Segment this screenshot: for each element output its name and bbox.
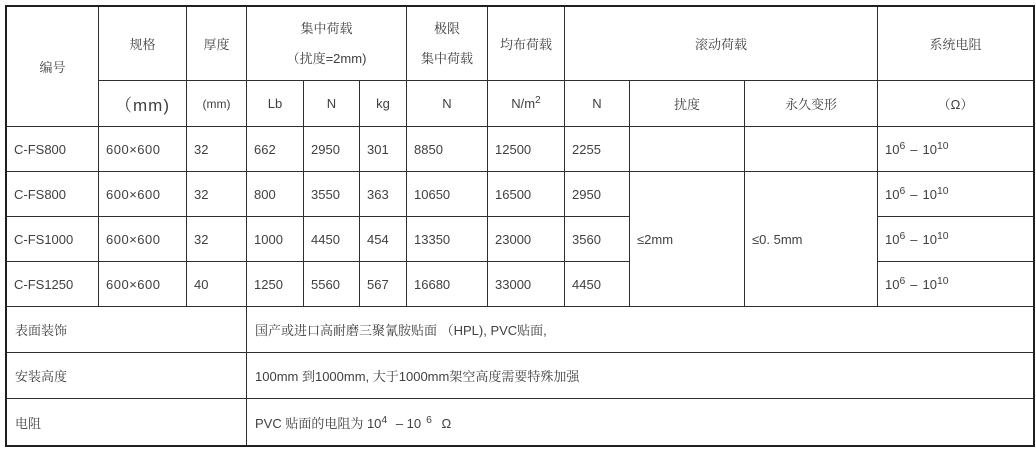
cell-kg: 567 bbox=[360, 262, 407, 307]
cell-rolling-n: 2255 bbox=[565, 127, 630, 172]
cell-resistance bbox=[878, 127, 1033, 172]
resistance-sup-high: 10 bbox=[936, 185, 949, 197]
cell-kg: 301 bbox=[360, 127, 407, 172]
cell-code: C-FS1250 bbox=[7, 262, 99, 307]
cell-thickness: 40 bbox=[187, 262, 247, 307]
cell-permanent-empty bbox=[745, 127, 878, 172]
resistance-base: 10 bbox=[885, 276, 900, 292]
table-row bbox=[7, 217, 1033, 262]
cell-lb: 1000 bbox=[247, 217, 304, 262]
cell-kg: 363 bbox=[360, 172, 407, 217]
header-code: 编号 bbox=[7, 7, 99, 127]
resistance-base: 10 bbox=[922, 186, 937, 202]
resistance-sup-low: 6 bbox=[899, 185, 906, 197]
header-ultimate-load-line1: 极限 bbox=[433, 20, 460, 36]
header-concentrated-load-title: 集中荷载 bbox=[300, 20, 353, 36]
resistance-sup-high: 10 bbox=[936, 140, 949, 152]
header-system-resistance: 系统电阻 bbox=[878, 7, 1033, 81]
resistance-sup-high: 10 bbox=[936, 275, 949, 287]
cell-n: 5560 bbox=[304, 262, 360, 307]
cell-uniform: 23000 bbox=[488, 217, 565, 262]
unit-ultimate-n: N bbox=[407, 81, 488, 127]
install-height-row bbox=[7, 353, 1033, 399]
resistance-value-mid: – 10 bbox=[395, 415, 422, 431]
surface-value: 国产或进口高耐磨三聚氰胺贴面 （HPL), PVC贴面, bbox=[247, 307, 1033, 353]
cell-thickness: 32 bbox=[187, 127, 247, 172]
cell-resistance bbox=[878, 262, 1033, 307]
resistance-sup-low: 6 bbox=[899, 275, 906, 287]
resistance-dash: – bbox=[910, 231, 918, 247]
unit-ohm: （Ω） bbox=[878, 81, 1033, 127]
surface-label: 表面装饰 bbox=[7, 307, 247, 353]
resistance-sup-low: 6 bbox=[899, 140, 906, 152]
unit-rolling-n: N bbox=[565, 81, 630, 127]
unit-uniform-sup: 2 bbox=[535, 95, 541, 107]
cell-spec: 600×600 bbox=[99, 127, 187, 172]
spec-table bbox=[5, 5, 1035, 447]
unit-spec-mm: （mm) bbox=[99, 81, 187, 127]
header-thickness: 厚度 bbox=[187, 7, 247, 81]
header-row-1 bbox=[7, 7, 1033, 81]
cell-spec: 600×600 bbox=[99, 172, 187, 217]
cell-uniform: 33000 bbox=[488, 262, 565, 307]
resistance-base: 10 bbox=[922, 231, 937, 247]
header-concentrated-load bbox=[247, 7, 407, 81]
unit-uniform-nm2 bbox=[488, 81, 565, 127]
cell-thickness: 32 bbox=[187, 217, 247, 262]
cell-rolling-n: 4450 bbox=[565, 262, 630, 307]
cell-deflection-empty bbox=[630, 127, 745, 172]
unit-uniform-base: N/m bbox=[511, 96, 536, 111]
surface-row bbox=[7, 307, 1033, 353]
resistance-sup-low: 6 bbox=[899, 230, 906, 242]
unit-kg: kg bbox=[360, 81, 407, 127]
cell-n: 4450 bbox=[304, 217, 360, 262]
resistance-value-prefix: PVC 贴面的电阻为 10 bbox=[255, 415, 382, 431]
unit-n: N bbox=[304, 81, 360, 127]
header-rolling-load: 滚动荷载 bbox=[565, 7, 878, 81]
cell-rolling-n: 3560 bbox=[565, 217, 630, 262]
resistance-base: 10 bbox=[922, 276, 937, 292]
resistance-value bbox=[247, 399, 1033, 445]
resistance-dash: – bbox=[910, 141, 918, 157]
cell-permanent-merged: ≤0. 5mm bbox=[745, 172, 878, 307]
header-concentrated-load-note: （扰度=2mm) bbox=[286, 50, 367, 66]
cell-code: C-FS800 bbox=[7, 127, 99, 172]
cell-ultimate-n: 10650 bbox=[407, 172, 488, 217]
unit-deflection: 扰度 bbox=[630, 81, 745, 127]
table-row bbox=[7, 262, 1033, 307]
resistance-dash: – bbox=[910, 186, 918, 202]
cell-resistance bbox=[878, 217, 1033, 262]
cell-ultimate-n: 8850 bbox=[407, 127, 488, 172]
cell-spec: 600×600 bbox=[99, 217, 187, 262]
cell-lb: 1250 bbox=[247, 262, 304, 307]
cell-uniform: 16500 bbox=[488, 172, 565, 217]
cell-lb: 662 bbox=[247, 127, 304, 172]
resistance-value-sup-low: 4 bbox=[381, 414, 388, 426]
cell-resistance bbox=[878, 172, 1033, 217]
unit-thickness-mm: (mm) bbox=[187, 81, 247, 127]
header-ultimate-load-line2: 集中荷载 bbox=[420, 50, 473, 66]
resistance-value-ohm: Ω bbox=[441, 415, 452, 431]
cell-ultimate-n: 13350 bbox=[407, 217, 488, 262]
cell-n: 3550 bbox=[304, 172, 360, 217]
unit-permanent-deform: 永久变形 bbox=[745, 81, 878, 127]
header-ultimate-load bbox=[407, 7, 488, 81]
install-height-label: 安装高度 bbox=[7, 353, 247, 399]
resistance-sup-high: 10 bbox=[936, 230, 949, 242]
resistance-base: 10 bbox=[885, 141, 900, 157]
cell-n: 2950 bbox=[304, 127, 360, 172]
header-row-2 bbox=[7, 81, 1033, 127]
cell-code: C-FS800 bbox=[7, 172, 99, 217]
cell-thickness: 32 bbox=[187, 172, 247, 217]
resistance-base: 10 bbox=[885, 231, 900, 247]
table-row bbox=[7, 127, 1033, 172]
resistance-base: 10 bbox=[922, 141, 937, 157]
header-uniform-load: 均布荷载 bbox=[488, 7, 565, 81]
cell-code: C-FS1000 bbox=[7, 217, 99, 262]
cell-ultimate-n: 16680 bbox=[407, 262, 488, 307]
resistance-row bbox=[7, 399, 1033, 445]
resistance-dash: – bbox=[910, 276, 918, 292]
resistance-label: 电阻 bbox=[7, 399, 247, 445]
cell-uniform: 12500 bbox=[488, 127, 565, 172]
cell-spec: 600×600 bbox=[99, 262, 187, 307]
cell-lb: 800 bbox=[247, 172, 304, 217]
cell-rolling-n: 2950 bbox=[565, 172, 630, 217]
unit-lb: Lb bbox=[247, 81, 304, 127]
cell-deflection-merged: ≤2mm bbox=[630, 172, 745, 307]
cell-kg: 454 bbox=[360, 217, 407, 262]
resistance-value-sup-high: 6 bbox=[426, 414, 432, 426]
table-row bbox=[7, 172, 1033, 217]
header-spec: 规格 bbox=[99, 7, 187, 81]
install-height-value: 100mm 到1000mm, 大于1000mm架空高度需要特殊加强 bbox=[247, 353, 1033, 399]
resistance-base: 10 bbox=[885, 186, 900, 202]
